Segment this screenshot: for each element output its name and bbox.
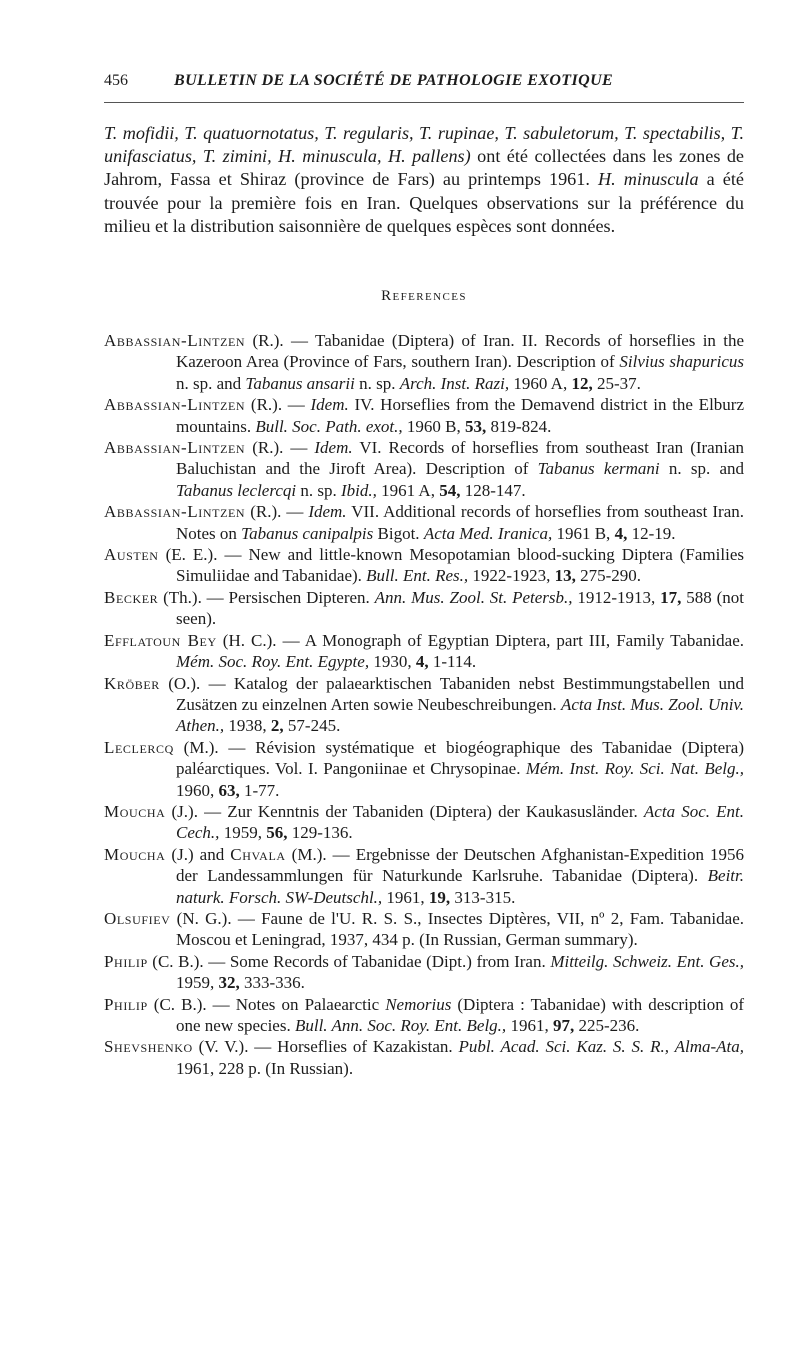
reference-author: Chvala xyxy=(230,844,286,864)
reference-text: n. sp. xyxy=(296,480,341,500)
reference-pages: 1-114. xyxy=(428,652,477,672)
reference-text: Bigot. xyxy=(373,523,424,543)
reference-pages: 333-336. xyxy=(239,973,305,993)
reference-journal: Beitr. naturk. Forsch. SW-Deutschl., xyxy=(176,866,744,907)
reference-pages: 25-37. xyxy=(592,373,641,393)
reference-pages: 1-77. xyxy=(239,780,280,800)
reference-journal: Bull. Ent. Res., xyxy=(366,566,469,586)
reference-journal: Acta Med. Iranica, xyxy=(423,523,553,543)
reference-volume: 2, xyxy=(270,716,284,736)
journal-title: BULLETIN DE LA SOCIÉTÉ DE PATHOLOGIE EXOTIQUE xyxy=(174,72,614,89)
reference-author: Moucha xyxy=(104,844,166,864)
reference-pages: 275-290. xyxy=(575,566,641,586)
reference-pages: 57-245. xyxy=(283,716,341,736)
reference-volume: 54, xyxy=(439,480,461,500)
reference-journal: Mém. Soc. Roy. Ent. Egypte, xyxy=(176,652,370,672)
reference-entry xyxy=(104,394,744,437)
reference-text: 1938, xyxy=(224,716,271,736)
reference-italic: Silvius shapuricus xyxy=(619,352,745,372)
species-list: T. mofidii, T. quatuornotatus, T. regularis, T. rupinae, T. sabuletorum, T. spectabilis, T. unifasciatus, T. zimini, H. minuscula, H. pallens) xyxy=(104,123,744,167)
reference-text: 1961, 228 p. (In Russian). xyxy=(176,1058,354,1078)
reference-pages: 128-147. xyxy=(460,480,526,500)
reference-text: (C. B.). — Notes on Palaearctic xyxy=(147,994,386,1014)
reference-entry xyxy=(104,437,744,501)
reference-author: Kröber xyxy=(104,673,160,693)
reference-entry xyxy=(104,844,744,908)
reference-volume: 32, xyxy=(218,973,240,993)
reference-text: (N. G.). — Faune de l'U. R. S. S., Insectes Diptères, VII, nº 2, Fam. Tabanidae. Moscou et Leningrad, 1937, 434 p. (In Russian, German summary). xyxy=(170,908,744,950)
reference-volume: 4, xyxy=(415,652,429,672)
reference-journal: Bull. Soc. Path. exot., xyxy=(255,416,403,436)
reference-journal: Bull. Ann. Soc. Roy. Ent. Belg., xyxy=(294,1016,507,1035)
reference-pages: 313-315. xyxy=(450,887,516,907)
reference-italic: Tabanus leclercqi xyxy=(176,480,297,500)
reference-text: 1960, xyxy=(176,780,219,800)
reference-journal: Mém. Inst. Roy. Sci. Nat. Belg., xyxy=(525,759,744,779)
reference-volume: 97, xyxy=(552,1016,575,1035)
reference-text: VII. Additional records of horseflies from southeast Iran. Notes on xyxy=(176,502,744,543)
reference-author: Philip xyxy=(104,951,148,971)
reference-pages: 588 (not seen). xyxy=(176,587,744,629)
reference-journal: Acta Soc. Ent. Cech., xyxy=(176,801,744,843)
reference-entry xyxy=(104,587,744,630)
reference-text: n. sp. and xyxy=(176,373,246,393)
reference-author: Moucha xyxy=(104,801,166,821)
reference-text: (C. B.). — Some Records of Tabanidae (Dipt.) from Iran. xyxy=(147,951,551,971)
reference-journal: Acta Inst. Mus. Zool. Univ. Athen., xyxy=(176,694,744,736)
reference-entry xyxy=(104,1036,744,1079)
reference-text: (E. E.). — New and little-known Mesopotamian blood-sucking Diptera (Families Simuliidae and Tabanidae). xyxy=(158,545,744,586)
reference-volume: 63, xyxy=(218,780,240,800)
reference-volume: 56, xyxy=(266,823,288,843)
reference-text: 1912-1913, xyxy=(572,587,661,607)
reference-author: Abbassian-Lintzen xyxy=(104,395,246,415)
reference-text: (V. V.). — Horseflies of Kazakistan. xyxy=(192,1037,459,1057)
reference-journal: Publ. Acad. Sci. Kaz. S. S. R., Alma-Ata, xyxy=(458,1037,744,1057)
reference-entry xyxy=(104,544,744,587)
reference-volume: 13, xyxy=(554,566,576,586)
reference-journal: Ibid., xyxy=(340,480,377,500)
reference-volume: 53, xyxy=(465,416,487,436)
reference-volume: 17, xyxy=(660,587,682,607)
reference-text: 1959, xyxy=(219,823,267,843)
reference-text: 1930, xyxy=(369,652,416,672)
references-list xyxy=(104,330,744,1079)
reference-author: Efflatoun Bey xyxy=(104,630,217,650)
reference-pages: 819-824. xyxy=(486,416,552,436)
reference-italic: Tabanus canipalpis xyxy=(241,523,374,543)
reference-volume: 12, xyxy=(571,373,593,393)
reference-entry xyxy=(104,801,744,844)
reference-text: 1960 A, xyxy=(509,373,572,393)
reference-text: 1960 B, xyxy=(402,416,465,436)
reference-author: Abbassian-Lintzen xyxy=(104,331,246,350)
reference-text: n. sp. and xyxy=(659,459,744,479)
reference-text: 1961 A, xyxy=(376,480,440,500)
references-heading: References xyxy=(381,288,467,304)
reference-text: 1922-1923, xyxy=(468,566,555,586)
reference-text: IV. Horseflies from the Demavend district in the Elburz mountains. xyxy=(176,395,744,436)
page-number: 456 xyxy=(104,72,128,89)
summary-text-1: ont été collectées dans les zones de Jahrom, Fassa et Shiraz (province de Fars) au printemps 1961. xyxy=(104,146,744,190)
reference-text: 1961 B, xyxy=(552,523,615,543)
reference-text: (Diptera : Tabanidae) with description of one new species. xyxy=(176,994,744,1035)
header-rule xyxy=(104,102,744,103)
reference-text: (R.). — xyxy=(245,395,311,415)
reference-entry xyxy=(104,630,744,673)
reference-author: Austen xyxy=(104,545,159,565)
reference-entry xyxy=(104,951,744,994)
reference-text: (J.). — Zur Kenntnis der Tabaniden (Diptera) der Kaukasusländer. xyxy=(165,801,644,821)
summary-text-2: a été trouvée pour la première fois en Iran. Quelques observations sur la préférence du milieu et la distribution saisonnière de quelques espèces sont données. xyxy=(104,169,745,236)
reference-text: 1961, xyxy=(382,887,429,907)
reference-text: n. sp. xyxy=(354,373,400,393)
reference-pages: 12-19. xyxy=(627,523,676,543)
reference-text: (Th.). — Persischen Dipteren. xyxy=(158,587,375,607)
reference-volume: 19, xyxy=(428,887,451,907)
reference-author: Abbassian-Lintzen xyxy=(104,502,246,522)
reference-text: (O.). — Katalog der palaearktischen Tabaniden nebst Bestimmungstabellen und Zusätzen zu einzelnen Arten sowie Neubeschreibungen. xyxy=(159,673,744,714)
reference-text: (R.). — xyxy=(245,502,309,522)
reference-journal: Ann. Mus. Zool. St. Petersb., xyxy=(374,587,573,607)
reference-journal: Mitteilg. Schweiz. Ent. Ges., xyxy=(550,951,744,971)
reference-volume: 4, xyxy=(614,523,628,543)
reference-text: VI. Records of horseflies from southeast Iran (Iranian Baluchistan and the Jiroft Area). Description of xyxy=(176,438,744,479)
reference-author: Leclercq xyxy=(104,737,174,757)
reference-author: Olsufiev xyxy=(104,908,171,928)
reference-italic: Nemorius xyxy=(385,994,452,1014)
reference-text: (R.). — Tabanidae (Diptera) of Iran. II. Records of horseflies in the Kazeroon Area (Province of Fars, southern Iran). Description of xyxy=(176,331,744,372)
reference-entry xyxy=(104,673,744,737)
reference-author: Philip xyxy=(104,994,148,1014)
reference-journal: Arch. Inst. Razi, xyxy=(399,373,510,393)
reference-entry xyxy=(104,908,744,951)
reference-text: (M.). — Révision systématique et biogéographique des Tabanidae (Diptera) paléarctiques. Vol. I. Pangoniinae et Chrysopinae. xyxy=(173,737,744,779)
reference-entry xyxy=(104,330,744,394)
reference-italic: Idem. xyxy=(314,438,353,458)
reference-author: Shevshenko xyxy=(104,1037,193,1057)
reference-text: 1959, xyxy=(176,973,219,993)
reference-italic: Tabanus ansarii xyxy=(245,373,355,393)
reference-italic: Idem. xyxy=(308,502,347,522)
reference-italic: Tabanus kermani xyxy=(537,459,660,479)
reference-pages: 129-136. xyxy=(287,823,353,843)
reference-text: (J.) and xyxy=(165,844,231,864)
running-head xyxy=(104,72,744,98)
reference-text: 1961, xyxy=(506,1016,553,1035)
summary-paragraph xyxy=(104,122,744,238)
reference-italic: Idem. xyxy=(310,395,349,415)
reference-text: (R.). — xyxy=(245,438,315,458)
reference-text: (H. C.). — A Monograph of Egyptian Diptera, part III, Family Tabanidae. xyxy=(216,630,744,650)
reference-entry xyxy=(104,501,744,544)
reference-entry xyxy=(104,994,744,1037)
reference-author: Becker xyxy=(104,587,159,607)
reference-text: (M.). — Ergebnisse der Deutschen Afghanistan-Expedition 1956 der Landessammlungen für Naturkunde Karlsruhe. Tabanidae (Diptera). xyxy=(176,844,745,886)
reference-author: Abbassian-Lintzen xyxy=(104,438,246,458)
reference-entry xyxy=(104,737,744,801)
species-name: H. minuscula xyxy=(598,169,699,190)
reference-pages: 225-236. xyxy=(574,1016,640,1035)
